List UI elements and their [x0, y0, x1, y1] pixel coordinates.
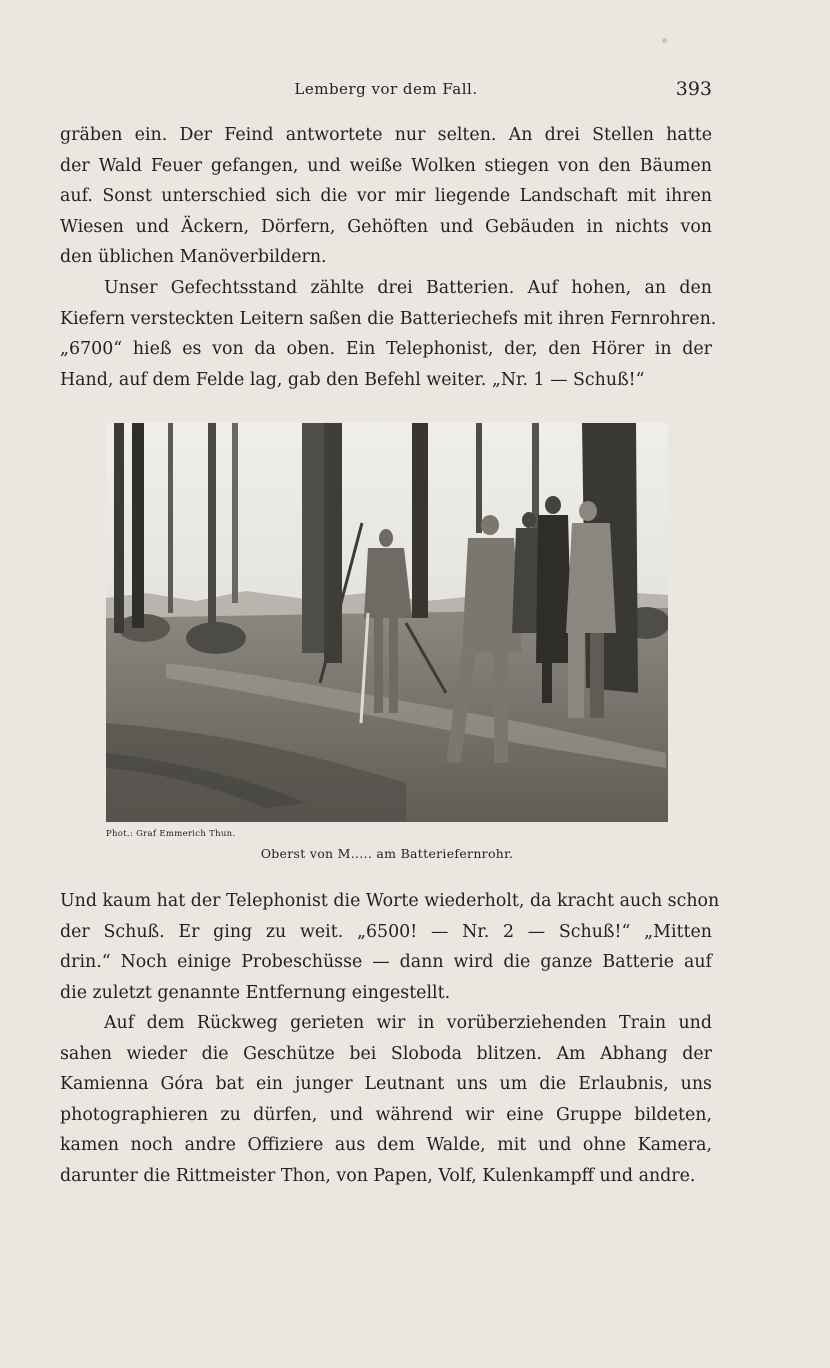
text-line: der Wald Feuer gefangen, und weiße Wolken stiegen von den Bäumen — [60, 155, 712, 176]
text-line: „6700“ hieß es von da oben. Ein Telephonist, der, den Hörer in der — [60, 339, 712, 360]
text-line: die zuletzt genannte Entfernung eingestellt. — [60, 982, 451, 1003]
forest-scene-image — [106, 423, 668, 822]
text-line: kamen noch andre Offiziere aus dem Walde, mit und ohne Kamera, — [60, 1135, 712, 1156]
text-line: Hand, auf dem Felde lag, gab den Befehl weiter. „Nr. 1 — Schuß!“ — [60, 369, 645, 390]
paper-speck — [662, 38, 667, 43]
paragraph-3 — [60, 886, 720, 1008]
text-line: Und kaum hat der Telephonist die Worte wiederholt, da kracht auch schon — [60, 891, 720, 911]
paragraph-1 — [60, 120, 712, 273]
figure-caption: Oberst von M..... am Batteriefernrohr. — [260, 846, 514, 861]
running-header — [60, 78, 712, 102]
text-line: Wiesen und Äckern, Dörfern, Gehöften und Gebäuden in nichts von — [60, 216, 712, 237]
text-line: Kiefern versteckten Leitern saßen die Batteriechefs mit ihren Fernrohren. — [60, 308, 717, 329]
text-line: Kamienna Góra bat ein junger Leutnant uns um die Erlaubnis, uns — [60, 1074, 712, 1095]
paragraph-2 — [60, 273, 717, 395]
paragraph-4 — [60, 1008, 712, 1192]
text-line: sahen wieder die Geschütze bei Sloboda blitzen. Am Abhang der — [60, 1043, 712, 1064]
text-line: den üblichen Manöverbildern. — [60, 247, 327, 268]
text-line: gräben ein. Der Feind antwortete nur selten. An drei Stellen hatte — [60, 125, 712, 145]
text-line: darunter die Rittmeister Thon, von Papen, Volf, Kulenkampff und andre. — [60, 1165, 696, 1186]
page-number: 393 — [675, 78, 712, 100]
text-line: drin.“ Noch einige Probeschüsse — dann wird die ganze Batterie auf — [60, 952, 712, 973]
photograph — [106, 423, 668, 822]
text-line: auf. Sonst unterschied sich die vor mir liegende Landschaft mit ihren — [60, 186, 712, 207]
photo-credit: Phot.: Graf Emmerich Thun. — [106, 829, 236, 839]
text-line: Auf dem Rückweg gerieten wir in vorüberziehenden Train und — [104, 1013, 712, 1033]
text-line: Unser Gefechtsstand zählte drei Batterien. Auf hohen, an den — [104, 278, 712, 298]
text-line: der Schuß. Er ging zu weit. „6500! — Nr. 2 — Schuß!“ „Mitten — [60, 921, 712, 942]
running-title: Lemberg vor dem Fall. — [294, 80, 478, 98]
text-line: photographieren zu dürfen, und während wir eine Gruppe bildeten, — [60, 1104, 712, 1125]
